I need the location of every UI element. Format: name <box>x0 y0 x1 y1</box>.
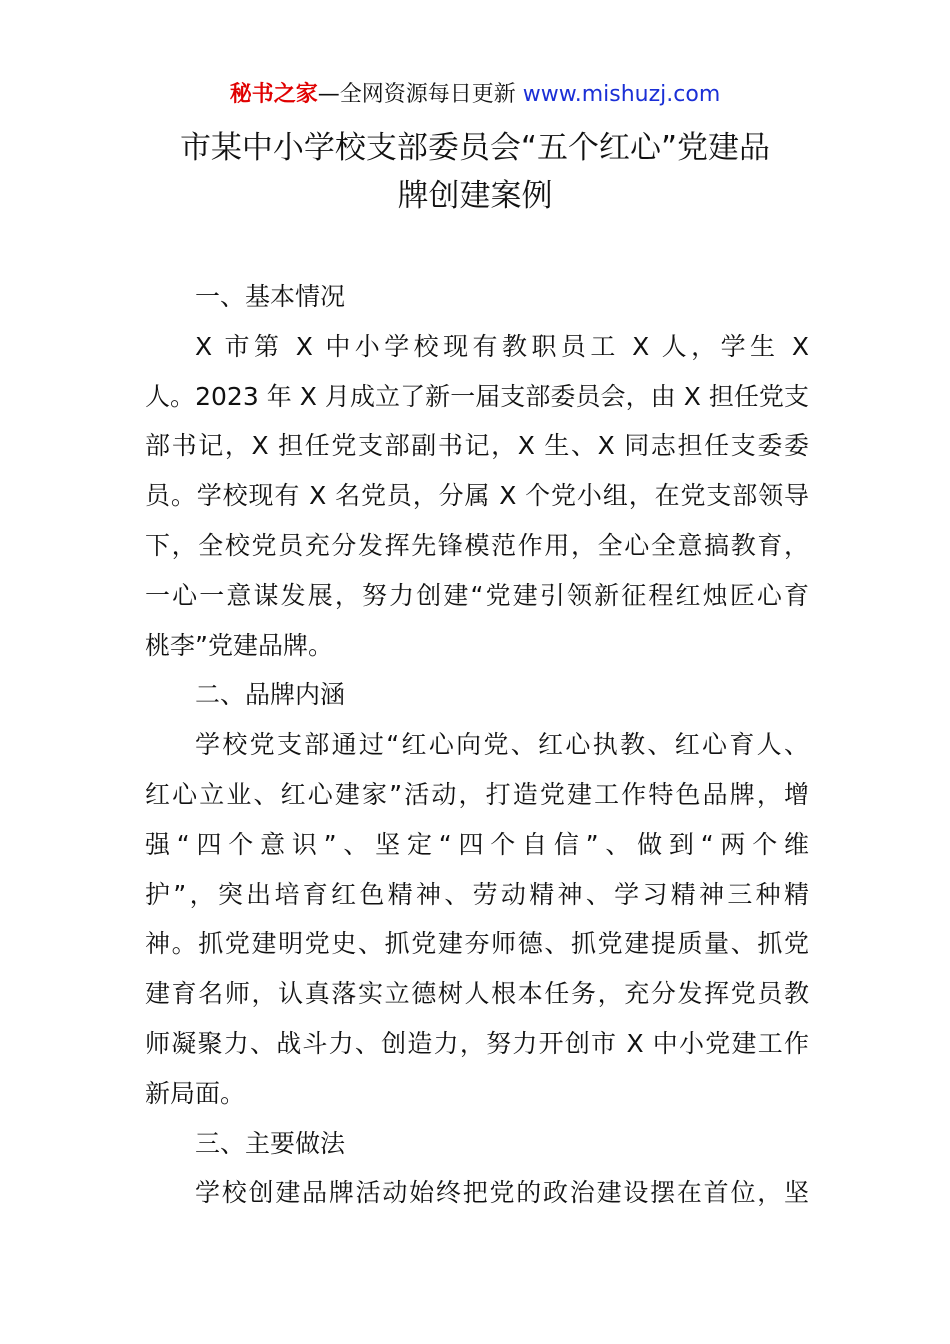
title-line-2: 牌创建案例 <box>397 178 553 214</box>
section-heading-brand: 二、品牌内涵 <box>195 680 346 710</box>
title-line-1: 市某中小学校支部委员会“五个红心”党建品 <box>179 130 771 166</box>
paragraph-line: 员。学校现有 X 名党员，分属 X 个党小组，在党支部领导 <box>145 481 809 511</box>
paragraph-line: 部书记，X 担任党支部副书记，X 生、X 同志担任支委委 <box>145 431 809 461</box>
paragraph-line: 学校党支部通过“红心向党、红心执教、红心育人、 <box>195 730 809 760</box>
paragraph-line: 学校创建品牌活动始终把党的政治建设摆在首位，坚 <box>195 1178 809 1208</box>
paragraph-line: X 市第 X 中小学校现有教职员工 X 人，学生 X <box>195 331 809 361</box>
document-body <box>145 272 809 1218</box>
paragraph-line: 建育名师，认真落实立德树人根本任务，充分发挥党员教 <box>145 979 809 1009</box>
site-url-link[interactable]: www.mishuzj.com <box>522 82 721 107</box>
paragraph-line: 师凝聚力、战斗力、创造力，努力开创市 X 中小党建工作 <box>145 1028 809 1058</box>
paragraph-line: 人。2023 年 X 月成立了新一届支部委员会，由 X 担任党支 <box>145 381 809 411</box>
section-heading-basic: 一、基本情况 <box>195 282 346 311</box>
site-header <box>0 80 950 110</box>
paragraph-line: 神。抓党建明党史、抓党建夯师德、抓党建提质量、抓党 <box>145 929 809 959</box>
paragraph-line: 下，全校党员充分发挥先锋模范作用，全心全意搞教育， <box>145 530 809 560</box>
paragraph-line: 强“四个意识”、坚定“四个自信”、做到“两个维 <box>145 829 809 859</box>
paragraph-line: 桃李”党建品牌。 <box>145 630 333 660</box>
paragraph-line: 一心一意谋发展，努力创建“党建引领新征程红烛匠心育 <box>145 580 809 610</box>
section-heading-practice: 三、主要做法 <box>195 1128 346 1158</box>
paragraph-line: 红心立业、红心建家”活动，打造党建工作特色品牌，增 <box>145 779 809 809</box>
site-tagline: —全网资源每日更新 <box>317 82 523 107</box>
site-brand: 秘书之家 <box>229 82 318 107</box>
paragraph-line: 新局面。 <box>145 1078 246 1108</box>
document-title <box>120 124 830 220</box>
paragraph-line: 护”，突出培育红色精神、劳动精神、学习精神三种精 <box>145 879 809 909</box>
